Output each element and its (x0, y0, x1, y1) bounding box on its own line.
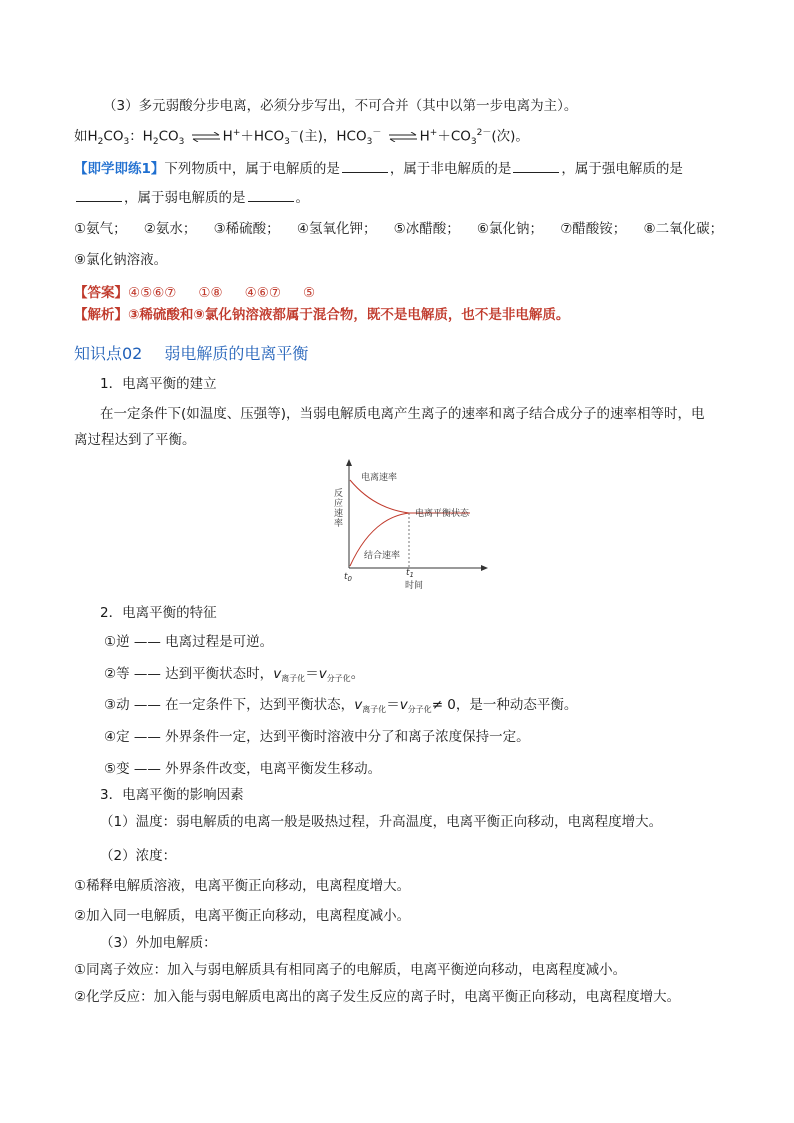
answer-line (74, 283, 315, 303)
question-text: ，属于非电解质的是 (389, 161, 512, 177)
eq-part: (主)，HCO (298, 128, 367, 145)
substance-list (74, 219, 723, 239)
answer-blank[interactable] (76, 187, 122, 202)
eq-sup: － (289, 128, 299, 138)
t0-symbol: t (344, 572, 348, 582)
eq-part: CO (158, 128, 179, 145)
question-text: ，属于弱电解质的是 (124, 190, 246, 206)
list-item: ①氨气； (74, 221, 127, 237)
t0-subscript: 0 (347, 575, 352, 583)
answer-value: ④⑥⑦ (244, 285, 281, 301)
equilibrium-state-label: 电离平衡状态 (415, 509, 470, 519)
paragraph: 离过程达到了平衡。 (74, 432, 196, 448)
velocity-subscript: 分子化 (407, 705, 432, 714)
velocity-subscript: 离子化 (362, 705, 387, 714)
eq-sub: 3 (366, 137, 373, 148)
feature-item (104, 664, 364, 689)
subsection-title: 1．电离平衡的建立 (100, 376, 217, 392)
list-item: ⑥氯化钠； (476, 221, 544, 237)
feature-item: ①逆 —— 电离过程是可逆。 (104, 634, 274, 650)
eq-sup: 2－ (476, 128, 492, 138)
velocity-symbol: v (354, 697, 363, 713)
factor-text: （3）外加电解质： (100, 935, 217, 951)
y-axis-arrow-icon (346, 459, 352, 466)
eq-part: H (222, 128, 233, 145)
eq-part: CO (103, 128, 124, 145)
question-text: ，属于强电解质的是 (561, 161, 683, 177)
t1-subscript: 1 (409, 571, 414, 579)
answer-value: ④⑤⑥⑦ (128, 285, 177, 301)
list-item: ⑦醋酸铵； (560, 221, 627, 237)
eq-sub: 2 (97, 137, 104, 148)
equals-sign: ＝ (305, 666, 319, 682)
subsection-title: 2．电离平衡的特征 (100, 605, 217, 621)
feature-item: ⑤变 —— 外界条件改变，电离平衡发生移动。 (104, 761, 382, 777)
period: 。 (350, 666, 365, 682)
answer-blank[interactable] (248, 187, 294, 202)
eq-sup: + (232, 128, 241, 138)
answer-blank[interactable] (513, 158, 559, 173)
velocity-symbol: v (273, 666, 282, 682)
y-label-char: 反 (334, 489, 344, 499)
ionization-equation (74, 123, 529, 152)
y-label-char: 速 (334, 509, 344, 519)
factor-text: ①稀释电解质溶液，电离平衡正向移动，电离程度增大。 (74, 878, 411, 894)
equals-sign: ＝ (386, 697, 400, 713)
eq-sub: 2 (152, 137, 159, 148)
rule-text: （3）多元弱酸分步电离，必须分步写出，不可合并（其中以第一步电离为主）。 (103, 98, 578, 114)
practice-tag: 【即学即练1】 (74, 161, 165, 177)
factor-text: ②加入同一电解质，电离平衡正向移动，电离程度减小。 (74, 908, 411, 924)
feature-item: ④定 —— 外界条件一定，达到平衡时溶液中分了和离子浓度保持一定。 (104, 729, 530, 745)
answer-value: ⑤ (302, 285, 316, 301)
section-heading (74, 344, 308, 364)
association-rate-label: 结合速率 (364, 551, 401, 561)
feature-text: ≠ 0，是一种动态平衡。 (431, 697, 578, 713)
factor-text: （1）温度：弱电解质的电离一般是吸热过程，升高温度，电离平衡正向移动，电离程度增大。 (100, 814, 663, 830)
eq-part: ＋HCO (240, 128, 285, 145)
practice-question (74, 158, 683, 179)
eq-sub: 3 (123, 137, 130, 148)
section-number: 知识点02 (74, 344, 143, 363)
list-item: ⑧二氧化碳； (643, 221, 724, 237)
list-item: ⑤冰醋酸； (393, 221, 460, 237)
analysis-line (74, 305, 569, 325)
x-axis-arrow-icon (481, 565, 488, 571)
velocity-symbol: v (399, 697, 408, 713)
y-axis-label (334, 487, 346, 529)
velocity-subscript: 离子化 (281, 674, 306, 683)
question-text: 。 (295, 190, 309, 206)
reversible-arrow-icon (388, 132, 418, 142)
eq-sup: － (372, 128, 382, 138)
answer-tag: 【答案】 (74, 285, 128, 301)
factor-text: ②化学反应：加入能与弱电解质电离出的离子发生反应的离子时，电离平衡正向移动，电离程度增大。 (74, 989, 681, 1005)
practice-question-cont (74, 187, 309, 208)
t1-label (406, 568, 414, 579)
analysis-text: ③稀硫酸和⑨氯化钠溶液都属于混合物，既不是电解质，也不是非电解质。 (128, 307, 570, 323)
feature-item (104, 695, 577, 720)
list-item: ③稀硫酸； (213, 221, 280, 237)
reversible-arrow-icon (191, 132, 221, 142)
velocity-subscript: 分子化 (326, 674, 351, 683)
eq-part: (次)。 (491, 128, 529, 145)
factor-text: （2）浓度： (100, 848, 177, 864)
section-title: 弱电解质的电离平衡 (164, 344, 309, 363)
feature-text: ②等 —— 达到平衡状态时， (104, 666, 274, 682)
eq-sup: + (429, 128, 438, 138)
x-axis-label: 时间 (405, 581, 424, 591)
velocity-symbol: v (318, 666, 327, 682)
list-item: ⑨氯化钠溶液。 (74, 252, 168, 268)
list-item: ②氨水； (143, 221, 197, 237)
analysis-tag: 【解析】 (74, 307, 128, 323)
feature-text: ③动 —— 在一定条件下，达到平衡状态， (104, 697, 355, 713)
factor-text: ①同离子效应：加入与弱电解质具有相同离子的电解质，电离平衡逆向移动，电离程度减小。 (74, 962, 627, 978)
paragraph: 在一定条件下(如温度、压强等)，当弱电解质电离产生离子的速率和离子结合成分子的速率相等时，电 (100, 406, 705, 422)
list-item: ④氢氧化钾； (296, 221, 377, 237)
eq-part: H (419, 128, 430, 145)
ionization-rate-label: 电离速率 (361, 473, 398, 483)
y-label-char: 率 (334, 519, 344, 529)
answer-blank[interactable] (342, 158, 388, 173)
t0-label (344, 572, 353, 583)
t1-symbol: t (406, 568, 410, 578)
eq-part: 如H (74, 128, 98, 145)
answer-value: ①⑧ (198, 285, 223, 301)
eq-sub: 3 (470, 137, 477, 148)
subsection-title: 3．电离平衡的影响因素 (100, 787, 244, 803)
eq-sub: 3 (284, 137, 290, 148)
question-text: 下列物质中，属于电解质的是 (164, 161, 340, 177)
ionization-equilibrium-graph (325, 458, 490, 593)
eq-part: ：H (129, 128, 153, 145)
y-label-char: 应 (334, 499, 344, 509)
eq-part: ＋CO (437, 128, 471, 145)
eq-sub: 3 (178, 137, 185, 148)
